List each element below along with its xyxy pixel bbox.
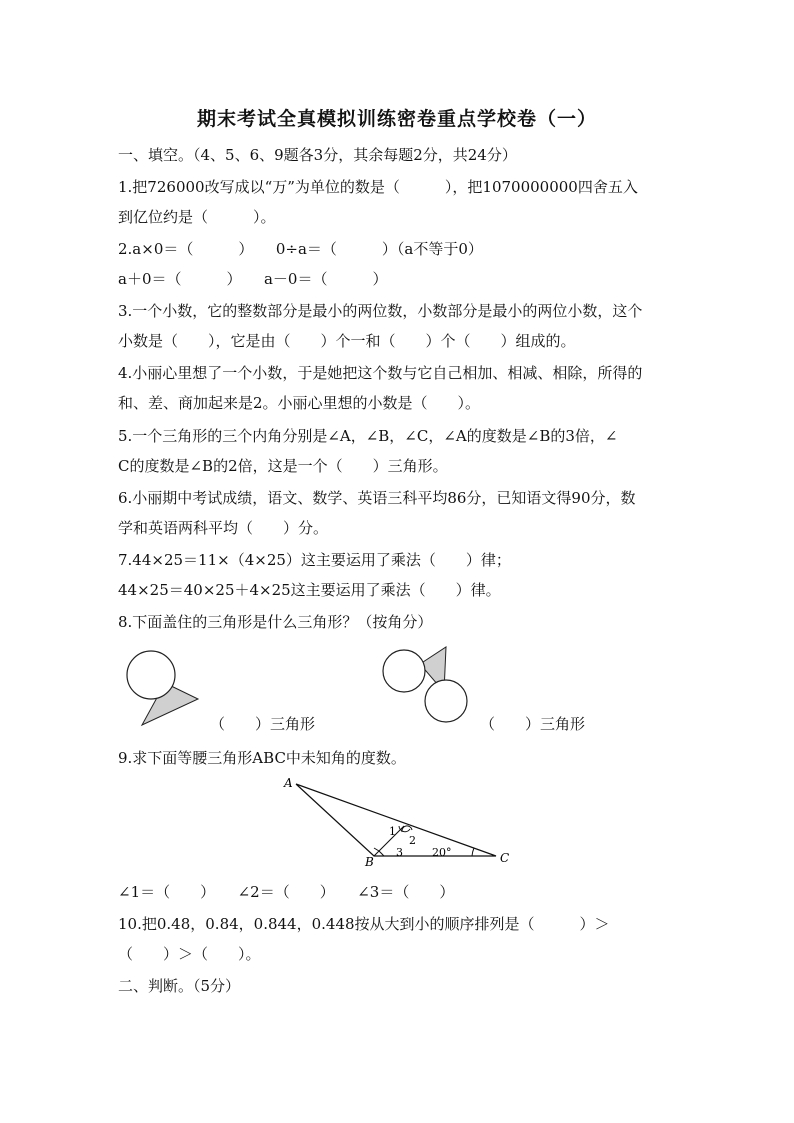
question-5-line-2: C的度数是∠B的2倍，这是一个（ ）三角形。 bbox=[118, 457, 448, 475]
question-3-line-2: 小数是（ ），它是由（ ）个一和（ ）个（ ）组成的。 bbox=[118, 332, 576, 350]
question-4-line-2: 和、差、商加起来是2。小丽心里想的小数是（ ）。 bbox=[118, 394, 481, 412]
q9-triangle-figure bbox=[278, 772, 518, 872]
question-7-line-2: 44×25＝40×25＋4×25这主要运用了乘法（ ）律。 bbox=[118, 581, 501, 599]
question-3-line-1: 3.一个小数，它的整数部分是最小的两位数，小数部分是最小的两位小数，这个 bbox=[118, 302, 643, 320]
q8-caption-2: （ ）三角形 bbox=[480, 715, 586, 733]
label-b: B bbox=[365, 855, 374, 869]
right-angle-mark-b bbox=[374, 848, 379, 851]
question-5-line-1: 5.一个三角形的三个内角分别是∠A，∠B，∠C，∠A的度数是∠B的3倍，∠ bbox=[118, 427, 618, 445]
question-2-line-1: 2.a×0＝（ ） 0÷a＝（ ）（a不等于0） bbox=[118, 240, 483, 258]
q8-figure-2 bbox=[378, 642, 478, 727]
label-angle-1: 1 bbox=[389, 825, 396, 838]
question-1-line-1: 1.把726000改写成以“万”为单位的数是（ ），把1070000000四舍五入 bbox=[118, 178, 638, 196]
label-angle-2: 2 bbox=[409, 834, 416, 847]
section1-heading: 一、填空。（4、5、6、9题各3分，其余每题2分，共24分） bbox=[118, 146, 517, 164]
question-10-line-1: 10.把0.48，0.84，0.844，0.448按从大到小的顺序排列是（ ）＞ bbox=[118, 915, 610, 933]
label-angle-3: 3 bbox=[396, 846, 403, 859]
cover-circle-2a bbox=[383, 650, 425, 692]
q8-caption-1: （ ）三角形 bbox=[210, 715, 316, 733]
label-a: A bbox=[284, 776, 293, 790]
cover-circle-2b bbox=[425, 680, 467, 722]
right-angle-mark-a bbox=[379, 851, 384, 856]
question-10-line-2: （ ）＞（ ）。 bbox=[118, 945, 261, 963]
question-9: 9.求下面等腰三角形ABC中未知角的度数。 bbox=[118, 749, 406, 767]
label-c: C bbox=[500, 851, 510, 865]
section2-heading: 二、判断。（5分） bbox=[118, 977, 241, 995]
cover-circle-1 bbox=[127, 651, 175, 699]
question-4-line-1: 4.小丽心里想了一个小数，于是她把这个数与它自己相加、相减、相除，所得的 bbox=[118, 364, 643, 382]
q8-figure-1 bbox=[120, 645, 210, 730]
question-6-line-1: 6.小丽期中考试成绩，语文、数学、英语三科平均86分，已知语文得90分，数 bbox=[118, 489, 636, 507]
angle-arc-c bbox=[472, 848, 474, 856]
page-title: 期末考试全真模拟训练密卷重点学校卷（一） bbox=[196, 108, 597, 130]
question-1-line-2: 到亿位约是（ ）。 bbox=[118, 208, 276, 226]
question-7-line-1: 7.44×25＝11×（4×25）这主要运用了乘法（ ）律； bbox=[118, 551, 511, 569]
question-8: 8.下面盖住的三角形是什么三角形？（按角分） bbox=[118, 613, 433, 631]
question-9-answers: ∠1＝（ ） ∠2＝（ ） ∠3＝（ ） bbox=[118, 883, 455, 901]
label-angle-c: 20° bbox=[432, 846, 452, 859]
question-2-line-2: a＋0＝（ ） a－0＝（ ） bbox=[118, 270, 388, 288]
question-6-line-2: 学和英语两科平均（ ）分。 bbox=[118, 519, 329, 537]
